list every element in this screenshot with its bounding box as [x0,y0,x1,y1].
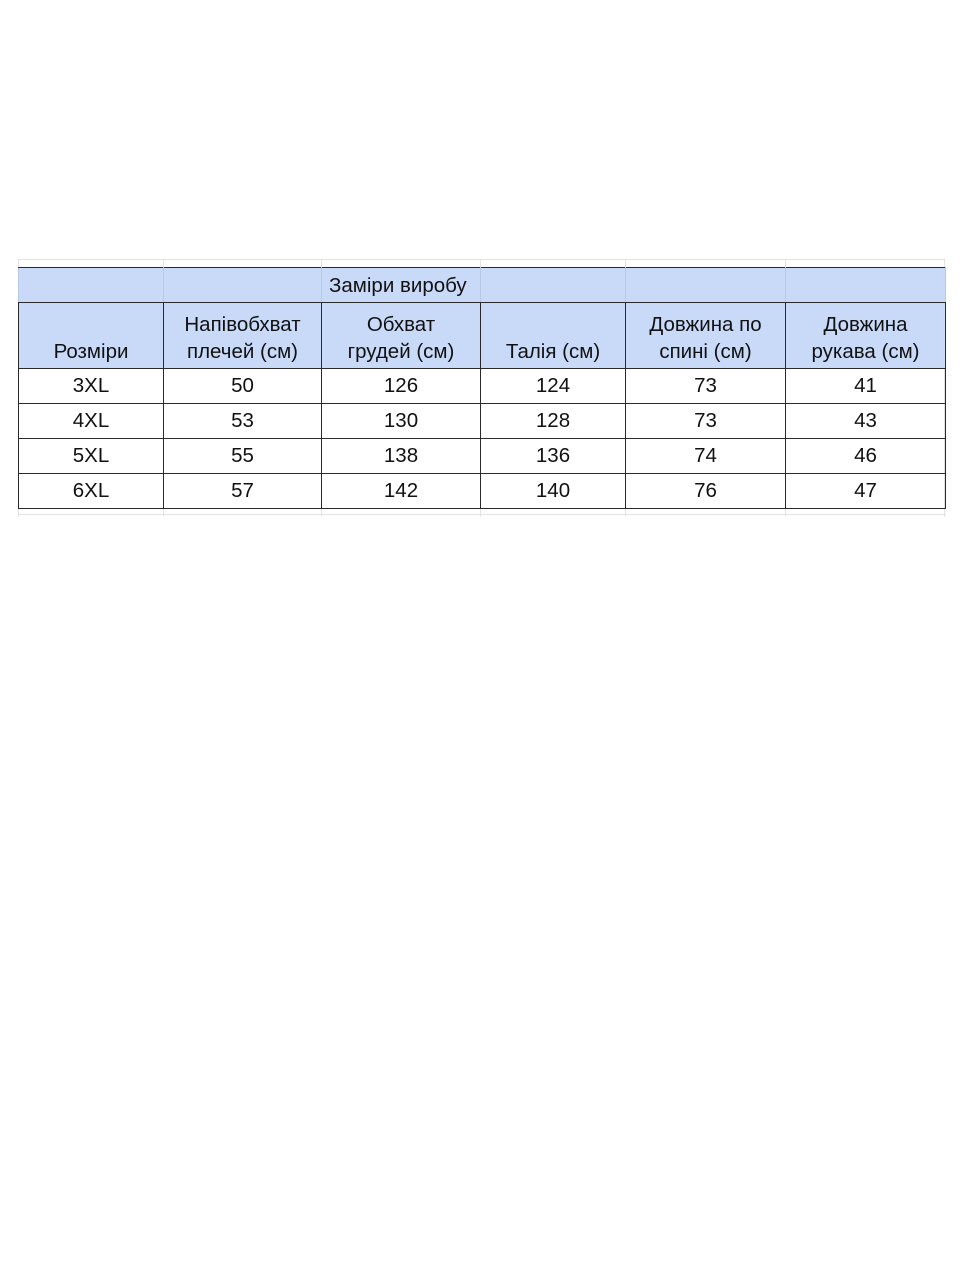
size-cell[interactable]: 5XL [19,439,164,474]
column-header-back-length[interactable] [626,303,786,369]
value-cell[interactable]: 43 [786,404,946,439]
value-cell[interactable]: 55 [164,439,322,474]
column-header-line: спині (см) [659,340,752,363]
header-row-title [19,268,946,303]
header-cell-empty[interactable] [786,268,946,303]
value-cell[interactable]: 136 [481,439,626,474]
size-cell[interactable]: 4XL [19,404,164,439]
header-cell-empty[interactable] [164,268,322,303]
table-row [19,369,946,404]
table-row [19,404,946,439]
table-row [19,439,946,474]
column-header-line: грудей (см) [347,340,455,363]
value-cell[interactable]: 41 [786,369,946,404]
column-header-size[interactable] [19,303,164,369]
size-cell[interactable]: 3XL [19,369,164,404]
value-cell[interactable]: 76 [626,474,786,509]
size-table [18,267,946,509]
value-cell[interactable]: 47 [786,474,946,509]
value-cell[interactable]: 128 [481,404,626,439]
value-cell[interactable]: 53 [164,404,322,439]
table-title[interactable]: Заміри виробу [322,268,481,303]
value-cell[interactable]: 50 [164,369,322,404]
value-cell[interactable]: 74 [626,439,786,474]
value-cell[interactable]: 46 [786,439,946,474]
value-cell[interactable]: 142 [322,474,481,509]
column-header-chest[interactable] [322,303,481,369]
header-cell-empty[interactable] [481,268,626,303]
column-header-line: рукава (см) [811,340,920,363]
value-cell[interactable]: 124 [481,369,626,404]
grid-line [18,514,946,515]
column-header-waist[interactable] [481,303,626,369]
value-cell[interactable]: 140 [481,474,626,509]
column-header-line: Розміри [53,340,129,363]
value-cell[interactable]: 138 [322,439,481,474]
value-cell[interactable]: 73 [626,369,786,404]
column-header-sleeve-length[interactable] [786,303,946,369]
size-cell[interactable]: 6XL [19,474,164,509]
column-header-line: Довжина [823,313,908,336]
grid-line [18,259,946,260]
column-header-line: Напівобхват [184,313,301,336]
header-cell-empty[interactable] [19,268,164,303]
column-header-line: Обхват [366,313,436,336]
column-header-line: Довжина по [649,313,762,336]
size-chart-sheet [18,259,946,517]
value-cell[interactable]: 57 [164,474,322,509]
value-cell[interactable]: 130 [322,404,481,439]
column-header-line: Талія (см) [505,340,601,363]
header-cell-empty[interactable] [626,268,786,303]
value-cell[interactable]: 73 [626,404,786,439]
table-row [19,474,946,509]
column-header-shoulders[interactable] [164,303,322,369]
value-cell[interactable]: 126 [322,369,481,404]
column-header-line: плечей (см) [186,340,298,363]
header-row-columns [19,303,946,369]
